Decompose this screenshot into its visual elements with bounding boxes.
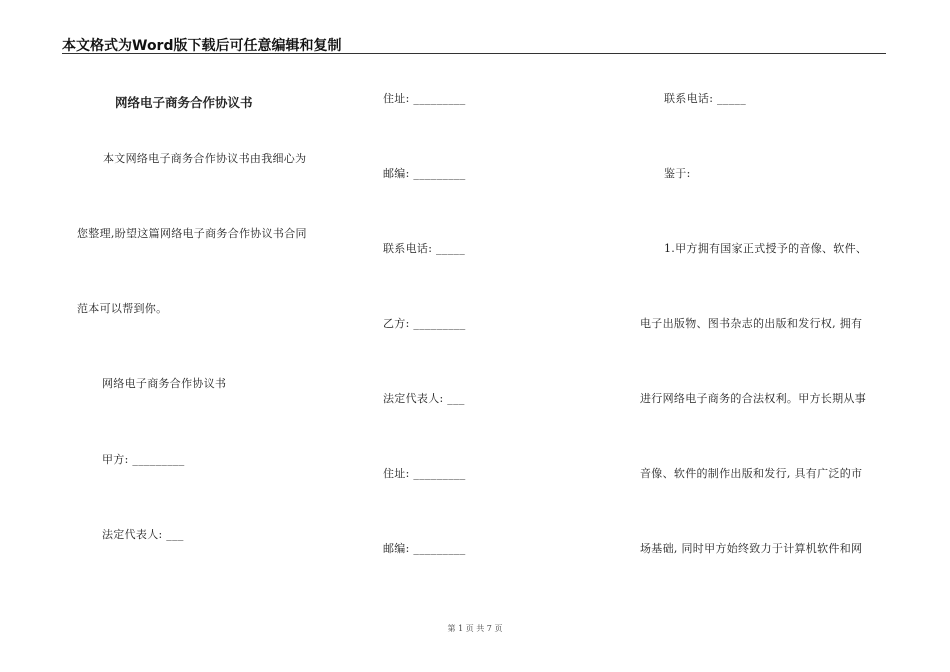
right-paragraph-line: 音像、软件的制作出版和发行, 具有广泛的市	[640, 467, 863, 480]
right-paragraph-line: 1.甲方拥有国家正式授予的音像、软件、	[664, 242, 868, 255]
whereas-heading: 鉴于:	[664, 167, 691, 180]
right-paragraph-line: 场基础, 同时甲方始终致力于计算机软件和网	[640, 542, 863, 555]
party-b-legal-rep-field: 法定代表人: ___	[383, 392, 465, 405]
left-paragraph-line: 您整理,盼望这篇网络电子商务合作协议书合同	[77, 227, 307, 240]
party-a-address-field: 住址: _________	[383, 92, 466, 105]
left-paragraph-line: 本文网络电子商务合作协议书由我细心为	[103, 152, 307, 165]
party-b-address-field: 住址: _________	[383, 467, 466, 480]
document-title: 网络电子商务合作协议书	[115, 95, 253, 110]
agreement-heading: 网络电子商务合作协议书	[102, 377, 227, 390]
right-paragraph-line: 电子出版物、图书杂志的出版和发行权, 拥有	[640, 317, 863, 330]
party-b-field: 乙方: _________	[383, 317, 466, 330]
party-a-postcode-field: 邮编: _________	[383, 167, 466, 180]
party-b-postcode-field: 邮编: _________	[383, 542, 466, 555]
party-a-legal-rep-field: 法定代表人: ___	[102, 528, 184, 541]
party-a-phone-field: 联系电话: _____	[383, 242, 466, 255]
party-b-phone-field: 联系电话: _____	[664, 92, 747, 105]
party-a-field: 甲方: _________	[102, 453, 185, 466]
page-number-footer: 第 1 页 共 7 页	[447, 624, 503, 633]
header-divider	[62, 53, 886, 54]
right-paragraph-line: 进行网络电子商务的合法权利。甲方长期从事	[640, 392, 866, 405]
left-paragraph-line: 范本可以帮到你。	[77, 302, 168, 315]
page-header-title: 本文格式为Word版下载后可任意编辑和复制	[62, 38, 342, 54]
